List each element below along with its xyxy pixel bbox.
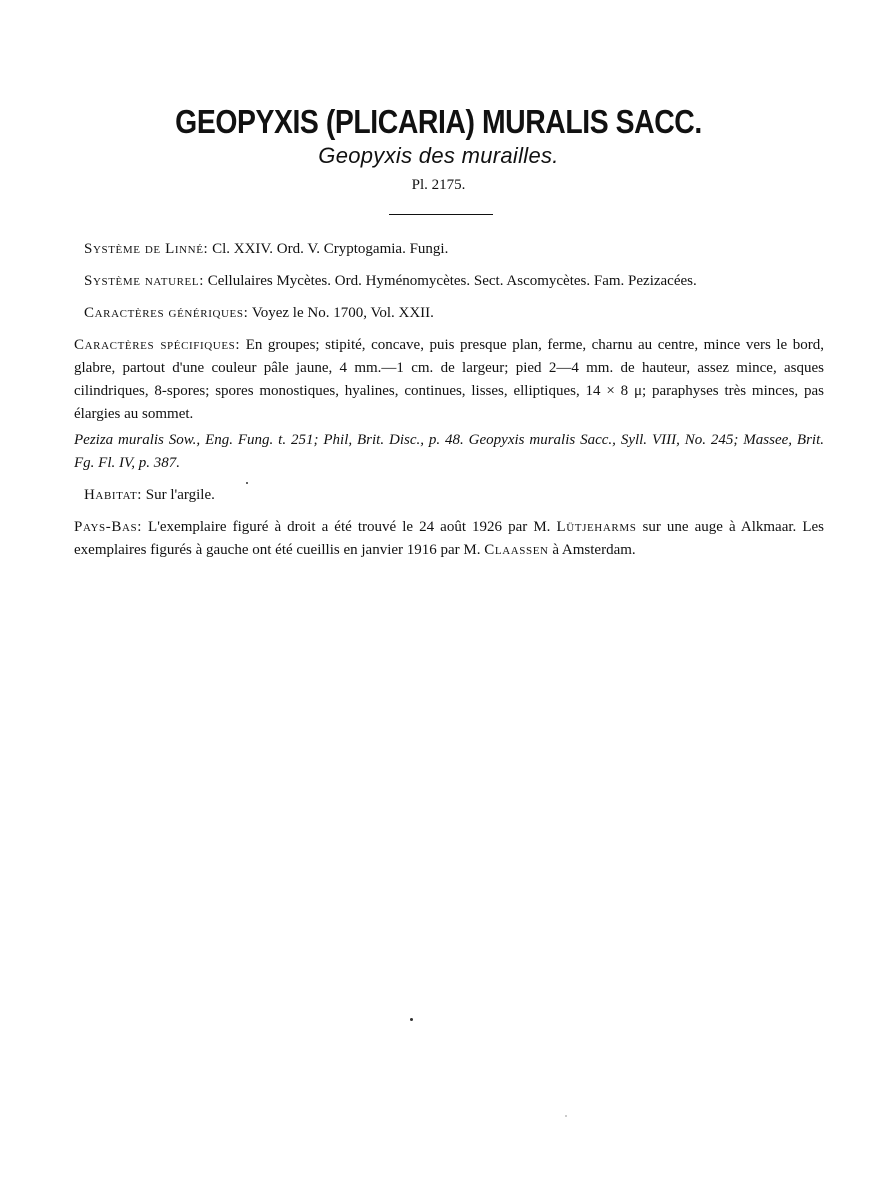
section-habitat — [84, 484, 824, 507]
section-specifiques — [74, 334, 824, 426]
print-speck — [246, 482, 248, 484]
section-specifiques-text: En groupes; stipité, concave, puis presque plan, ferme, charnu au centre, mince vers le bord, glabre, partout d'une couleur pâle jaune, 4 mm.—1 cm. de largeur; pied 2—4 mm. de hauteur, assez mince, asques cilindriques, 8-spores; spores monostiques, hyalines, continues, lisses, elliptiques, 14 × 8 μ; paraphyses très minces, pas élargies au sommet. — [74, 337, 824, 422]
section-specifiques-label: Caractères spécifiques: — [74, 337, 241, 353]
collector-name-2: Claassen — [484, 542, 549, 558]
page-subtitle: Geopyxis des murailles. — [318, 143, 559, 168]
print-speck — [410, 1018, 413, 1021]
section-paysbas — [74, 516, 824, 562]
section-generiques-label: Caractères génériques: — [84, 305, 249, 321]
section-paysbas-label: Pays-Bas: — [74, 519, 142, 535]
description-body — [74, 238, 824, 571]
page-title: GEOPYXIS (PLICARIA) MURALIS SACC. — [175, 103, 702, 140]
section-linne — [84, 238, 824, 261]
section-naturel-text: Cellulaires Mycètes. Ord. Hyménomycètes. Sect. Ascomycètes. Fam. Pezizacées. — [203, 273, 697, 289]
section-paysbas-text-3: à Amsterdam. — [548, 542, 636, 558]
plate-number: Pl. 2175. — [411, 177, 466, 193]
section-linne-label: Système de Linné: — [84, 241, 209, 257]
section-habitat-text: Sur l'argile. — [142, 487, 215, 503]
section-generiques — [84, 302, 824, 325]
section-naturel-label: Système naturel: — [84, 273, 204, 289]
section-generiques-text: Voyez le No. 1700, Vol. XXII. — [248, 305, 434, 321]
collector-name-1: Lütjeharms — [556, 519, 637, 535]
print-speck — [565, 1115, 567, 1117]
section-naturel — [84, 270, 824, 293]
section-habitat-label: Habitat: — [84, 487, 143, 503]
section-paysbas-text-1: L'exemplaire figuré à droit a été trouvé le 24 août 1926 par M. — [141, 519, 557, 535]
title-divider — [389, 214, 493, 215]
section-citation: Peziza muralis Sow., Eng. Fung. t. 251; Phil, Brit. Disc., p. 48. Geopyxis muralis Sacc., Syll. VIII, No. 245; Massee, Brit. Fg. Fl. IV, p. 387. — [74, 432, 824, 471]
section-paysbas-text-2: sur une auge à Alkmaar. Les exemplaires figurés à gauche ont été cueillis en janvier 1916 par M. — [74, 519, 824, 558]
section-linne-text: Cl. XXIV. Ord. V. Cryptogamia. Fungi. — [208, 241, 449, 257]
